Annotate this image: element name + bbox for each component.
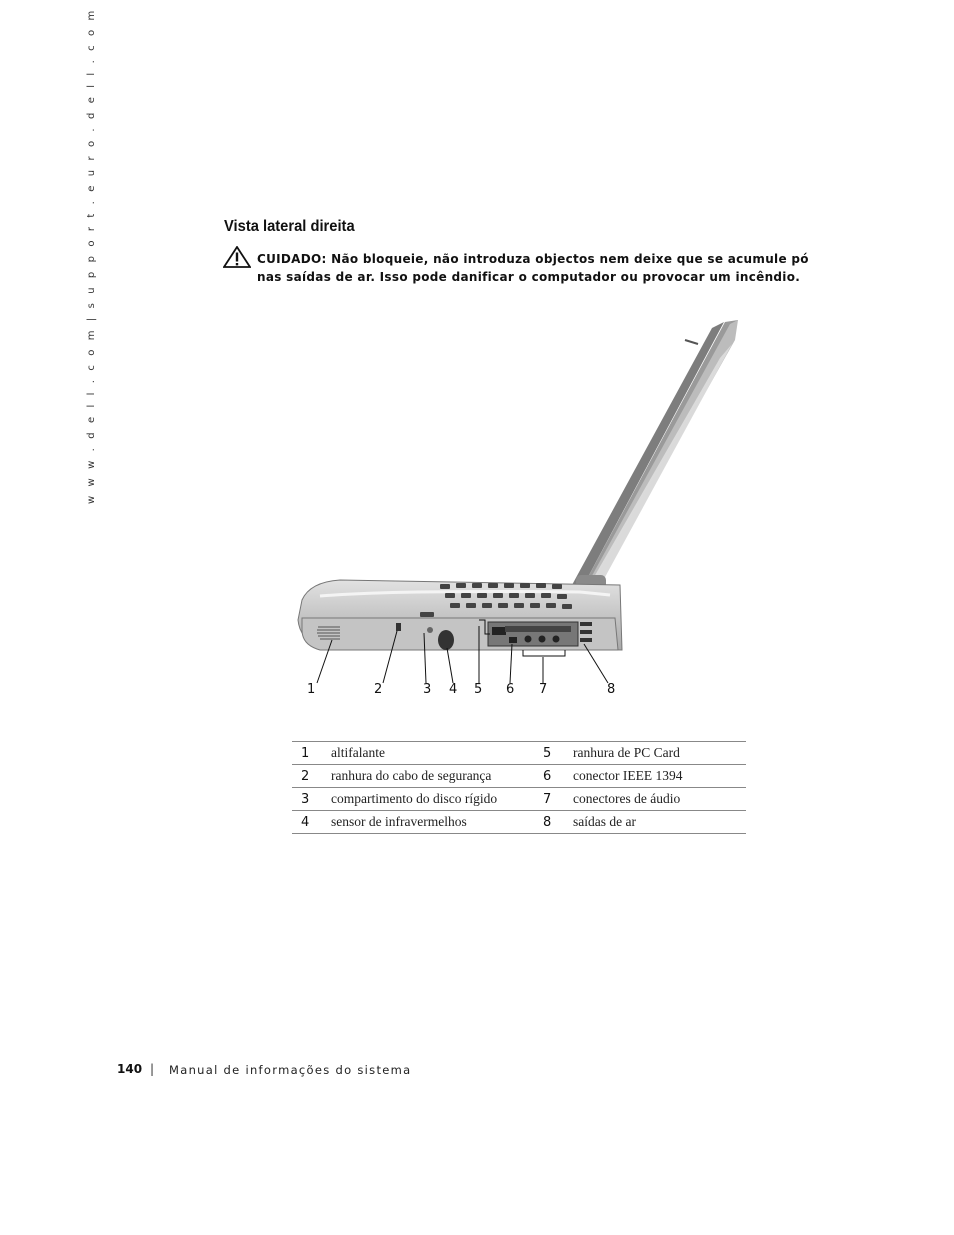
legend-label: ranhura do cabo de segurança [331, 765, 534, 788]
table-row [292, 788, 746, 811]
warning-text [257, 250, 817, 286]
legend-label: sensor de infravermelhos [331, 811, 534, 834]
legend-label: conector IEEE 1394 [573, 765, 746, 788]
footer-title: Manual de informações do sistema [169, 1063, 412, 1077]
callout-6: 6 [506, 682, 515, 697]
legend-number: 5 [534, 742, 573, 765]
warning-triangle-icon [223, 246, 251, 268]
section-title: Vista lateral direita [224, 218, 355, 235]
callout-8: 8 [607, 682, 616, 697]
legend-number: 1 [292, 742, 331, 765]
legend-label: compartimento do disco rígido [331, 788, 534, 811]
callout-7: 7 [539, 682, 548, 697]
page-number: 140 [117, 1062, 143, 1076]
legend-label: conectores de áudio [573, 788, 746, 811]
legend-number: 7 [534, 788, 573, 811]
callout-1: 1 [307, 682, 316, 697]
legend-table [292, 741, 746, 834]
laptop-right-side-illustration [280, 300, 760, 710]
warning-label: CUIDADO: [257, 252, 327, 266]
legend-number: 4 [292, 811, 331, 834]
table-row [292, 811, 746, 834]
legend-label: altifalante [331, 742, 534, 765]
legend-number: 2 [292, 765, 331, 788]
legend-label: saídas de ar [573, 811, 746, 834]
table-row [292, 765, 746, 788]
table-row [292, 742, 746, 765]
callout-4: 4 [449, 682, 458, 697]
callout-2: 2 [374, 682, 383, 697]
legend-label: ranhura de PC Card [573, 742, 746, 765]
legend-number: 6 [534, 765, 573, 788]
warning-body: Não bloqueie, não introduza objectos nem deixe que se acumule pó nas saídas de ar. Isso pode danificar o computador ou provocar um incêndio. [257, 252, 809, 284]
legend-number: 3 [292, 788, 331, 811]
sidebar-url [84, 7, 98, 504]
callout-3: 3 [423, 682, 432, 697]
legend-number: 8 [534, 811, 573, 834]
sidebar-url-text: w w w . d e l l . c o m | s u p p o r t . e u r o . d e l l . c o m [86, 7, 97, 504]
callout-5: 5 [474, 682, 483, 697]
footer-separator: | [150, 1062, 155, 1076]
